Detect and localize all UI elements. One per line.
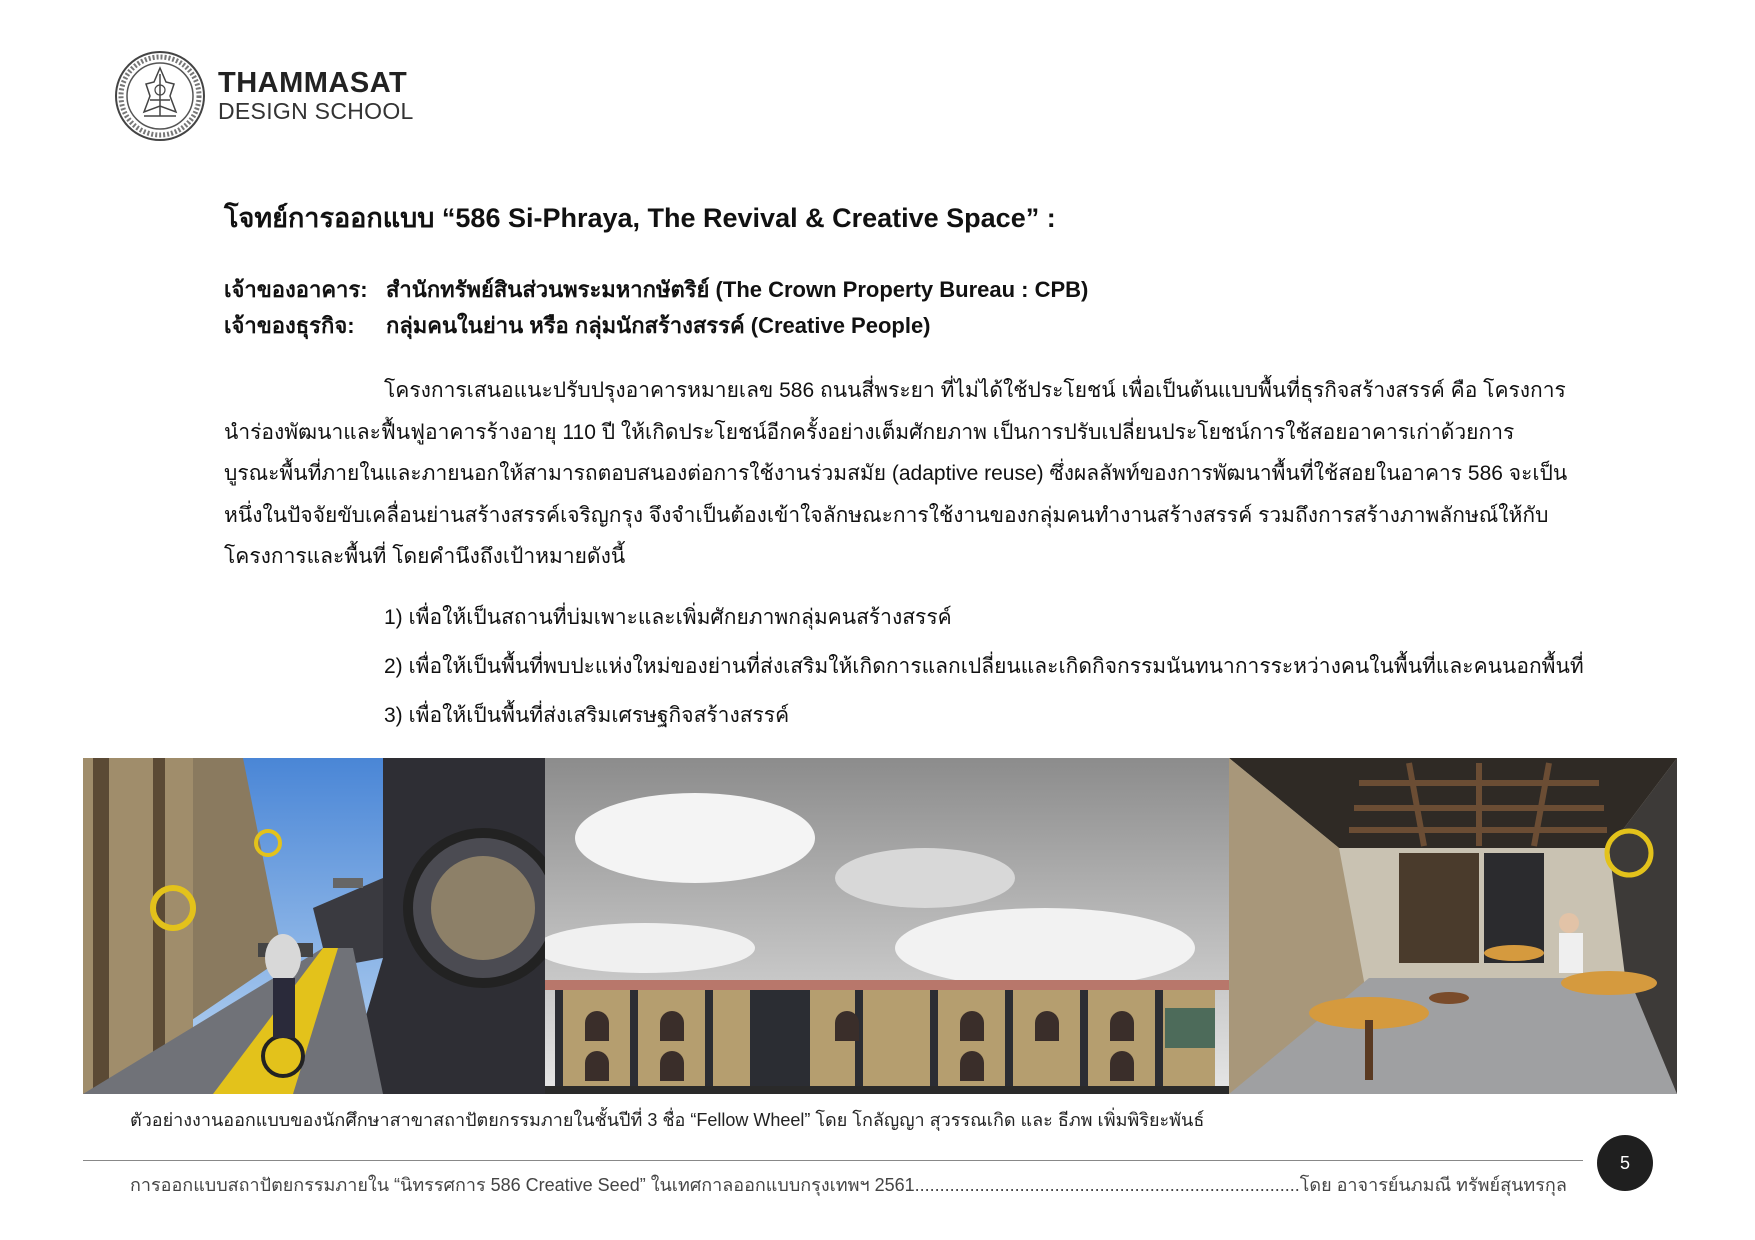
goal-item: 2) เพื่อให้เป็นพื้นที่พบปะแห่งใหม่ของย่านที่ส่งเสริมให้เกิดการแลกเปลี่ยนและเกิดกิจกรรมนันทนาการระหว่างคนในพื้นที่และคนนอกพื้นที่ — [384, 655, 1584, 678]
logo-line-2: DESIGN SCHOOL — [218, 98, 414, 124]
university-seal-icon — [114, 50, 206, 142]
goals-list — [384, 593, 1584, 740]
header — [114, 50, 414, 142]
image-caption: ตัวอย่างงานออกแบบของนักศึกษาสาขาสถาปัตยกรรมภายในชั้นปีที่ 3 ชื่อ “Fellow Wheel” โดย โกลัญญา สุวรรณเกิด และ ธีภพ เพิ่มพิริยะพันธ์ — [130, 1110, 1205, 1130]
alley-rendering-image — [83, 758, 545, 1094]
footer-divider — [83, 1160, 1583, 1161]
design-renderings — [83, 758, 1677, 1094]
description-paragraph: โครงการเสนอแนะปรับปรุงอาคารหมายเลข 586 ถนนสี่พระยา ที่ไม่ได้ใช้ประโยชน์ เพื่อเป็นต้นแบบพื้นที่ธุรกิจสร้างสรรค์ คือ โครงการนำร่องพัฒนาและฟื้นฟูอาคารร้างอายุ 110 ปี ให้เกิดประโยชน์อีกครั้งอย่างเต็มศักยภาพ เป็นการปรับเปลี่ยนประโยชน์การใช้สอยอาคารเก่าด้วยการบูรณะพื้นที่ภายในและภายนอกให้สามารถตอบสนองต่อการใช้งานร่วมสมัย (adaptive reuse) ซึ่งผลลัพท์ของการพัฒนาพื้นที่ใช้สอยในอาคาร 586 จะเป็นหนึ่งในปัจจัยขับเคลื่อนย่านสร้างสรรค์เจริญกรุง จึงจำเป็นต้องเข้าใจลักษณะการใช้งานของกลุ่มคนทำงานสร้างสรรค์ รวมถึงการสร้างภาพลักษณ์ให้กับโครงการและพื้นที่ โดยคำนึงถึงเป้าหมายดังนี้ — [224, 379, 1568, 568]
goal-item: 3) เพื่อให้เป็นพื้นที่ส่งเสริมเศรษฐกิจสร้างสรรค์ — [384, 704, 790, 727]
building-facade-rendering-image — [545, 758, 1229, 1094]
building-owner-row — [224, 272, 1088, 307]
building-owner-value: สำนักทรัพย์สินส่วนพระมหากษัตริย์ (The Crown Property Bureau : CPB) — [386, 277, 1089, 302]
cafe-interior-rendering-image — [1229, 758, 1677, 1094]
footer-text: การออกแบบสถาปัตยกรรมภายใน “นิทรรศการ 586 Creative Seed” ในเทศกาลออกแบบกรุงเทพฯ 2561.............................................................................โดย อาจารย์นภมณี ทรัพย์สุนทรกุล — [130, 1175, 1567, 1195]
business-owner-row — [224, 308, 931, 343]
page-number-badge: 5 — [1597, 1135, 1653, 1191]
page-title: โจทย์การออกแบบ “586 Si-Phraya, The Revival & Creative Space” : — [224, 203, 1056, 233]
business-owner-value: กลุ่มคนในย่าน หรือ กลุ่มนักสร้างสรรค์ (Creative People) — [386, 313, 931, 338]
business-owner-label: เจ้าของธุรกิจ: — [224, 313, 355, 338]
goal-item: 1) เพื่อให้เป็นสถานที่บ่มเพาะและเพิ่มศักยภาพกลุ่มคนสร้างสรรค์ — [384, 606, 952, 629]
project-description — [224, 370, 1569, 578]
logo-line-1: THAMMASAT — [218, 67, 408, 99]
building-owner-label: เจ้าของอาคาร: — [224, 277, 368, 302]
